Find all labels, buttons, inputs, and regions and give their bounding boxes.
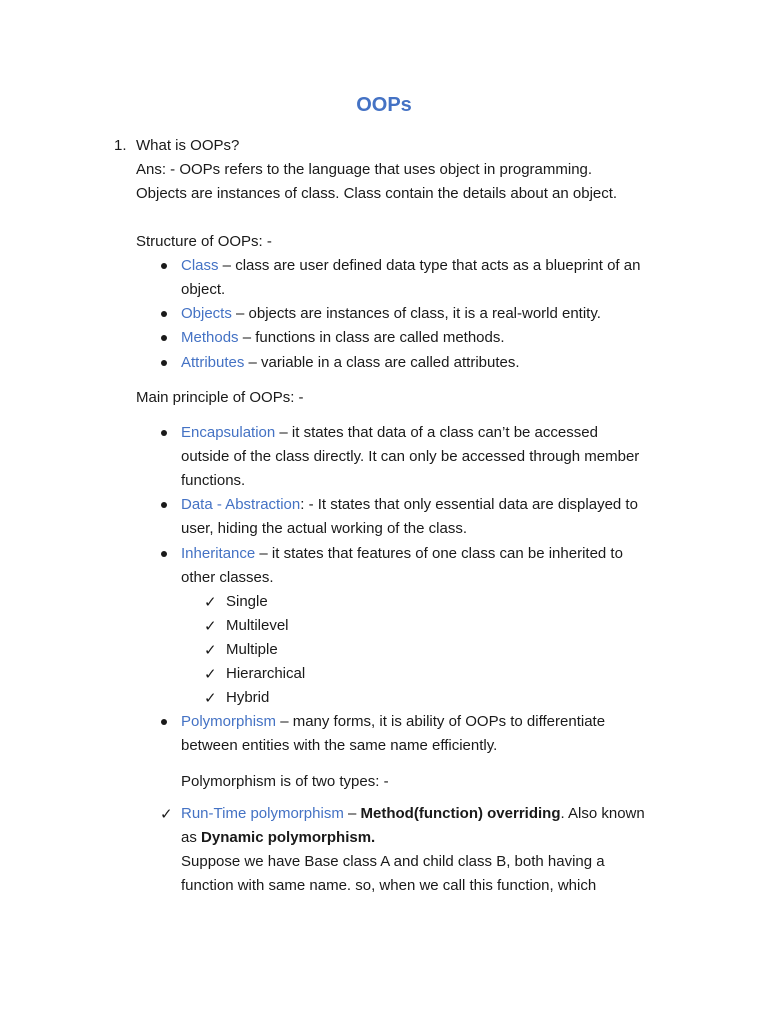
method-overriding-bold: Method(function) overriding (360, 805, 561, 822)
principle-polymorphism (181, 712, 605, 732)
principle-abstraction (181, 495, 638, 515)
inheritance-type: Hybrid (226, 689, 270, 706)
check-icon: ✓ (204, 689, 217, 707)
desc-inheritance-2: other classes. (181, 569, 274, 586)
runtime-polymorphism-line-4: function with same name. so, when we call this function, which (181, 877, 597, 894)
question-number: 1. (114, 137, 127, 154)
desc-polymorphism: – many forms, it is ability of OOPs to differentiate (276, 713, 606, 730)
runtime-polymorphism-line-2 (181, 828, 375, 848)
check-icon: ✓ (204, 641, 217, 659)
dynamic-polymorphism-bold: Dynamic polymorphism. (201, 829, 376, 846)
runtime-after: . Also known (560, 805, 645, 822)
bullet-icon (161, 719, 167, 725)
bullet-icon (161, 360, 167, 366)
desc-abstraction-2: user, hiding the actual working of the class. (181, 520, 467, 537)
desc-methods: – functions in class are called methods. (238, 329, 505, 346)
term-polymorphism: Polymorphism (181, 713, 277, 730)
runtime-dash: – (343, 805, 361, 822)
inheritance-type: Multilevel (226, 617, 289, 634)
desc-abstraction: : - It states that only essential data are displayed to (300, 496, 638, 513)
term-attributes: Attributes (181, 354, 245, 371)
check-icon: ✓ (204, 665, 217, 683)
inheritance-type: Multiple (226, 641, 278, 658)
runtime-polymorphism-line-1 (181, 804, 645, 824)
inheritance-type: Single (226, 593, 268, 610)
structure-item-objects (181, 304, 601, 324)
term-runtime-polymorphism: Run-Time polymorphism (181, 805, 344, 822)
principles-heading: Main principle of OOPs: - (136, 389, 304, 406)
structure-item-attributes (181, 353, 520, 373)
check-icon: ✓ (160, 805, 173, 823)
runtime-polymorphism-line-3: Suppose we have Base class A and child class B, both having a (181, 853, 605, 870)
desc-encapsulation-3: functions. (181, 472, 246, 489)
desc-objects: – objects are instances of class, it is a real-world entity. (231, 305, 601, 322)
bullet-icon (161, 335, 167, 341)
term-abstraction: Data - Abstraction (181, 496, 301, 513)
page-title: OOPs (356, 94, 412, 116)
polymorphism-types-heading: Polymorphism is of two types: - (181, 773, 389, 790)
bullet-icon (161, 551, 167, 557)
desc-inheritance: – it states that features of one class can be inherited to (255, 545, 623, 562)
desc-encapsulation: – it states that data of a class can’t be accessed (275, 424, 598, 441)
bullet-icon (161, 430, 167, 436)
bullet-icon (161, 502, 167, 508)
answer-line-1: Ans: - OOPs refers to the language that uses object in programming. (136, 161, 593, 178)
term-encapsulation: Encapsulation (181, 424, 276, 441)
structure-item-class (181, 256, 640, 276)
term-objects: Objects (181, 305, 232, 322)
desc-polymorphism-2: between entities with the same name efficiently. (181, 737, 498, 754)
term-methods: Methods (181, 329, 239, 346)
desc-attributes: – variable in a class are called attributes. (244, 354, 520, 371)
answer-line-2: Objects are instances of class. Class contain the details about an object. (136, 185, 618, 202)
principle-inheritance (181, 544, 623, 564)
inheritance-type: Hierarchical (226, 665, 306, 682)
desc-encapsulation-2: outside of the class directly. It can only be accessed through member (181, 448, 640, 465)
bullet-icon (161, 311, 167, 317)
question-text: What is OOPs? (136, 137, 240, 154)
principle-encapsulation (181, 423, 598, 443)
desc-class: – class are user defined data type that acts as a blueprint of an (218, 257, 641, 274)
check-icon: ✓ (204, 593, 217, 611)
structure-item-methods (181, 328, 505, 348)
check-icon: ✓ (204, 617, 217, 635)
runtime-as: as (181, 829, 202, 846)
desc-class-cont: object. (181, 281, 226, 298)
bullet-icon (161, 263, 167, 269)
term-class: Class (181, 257, 219, 274)
term-inheritance: Inheritance (181, 545, 256, 562)
structure-heading: Structure of OOPs: - (136, 233, 272, 250)
